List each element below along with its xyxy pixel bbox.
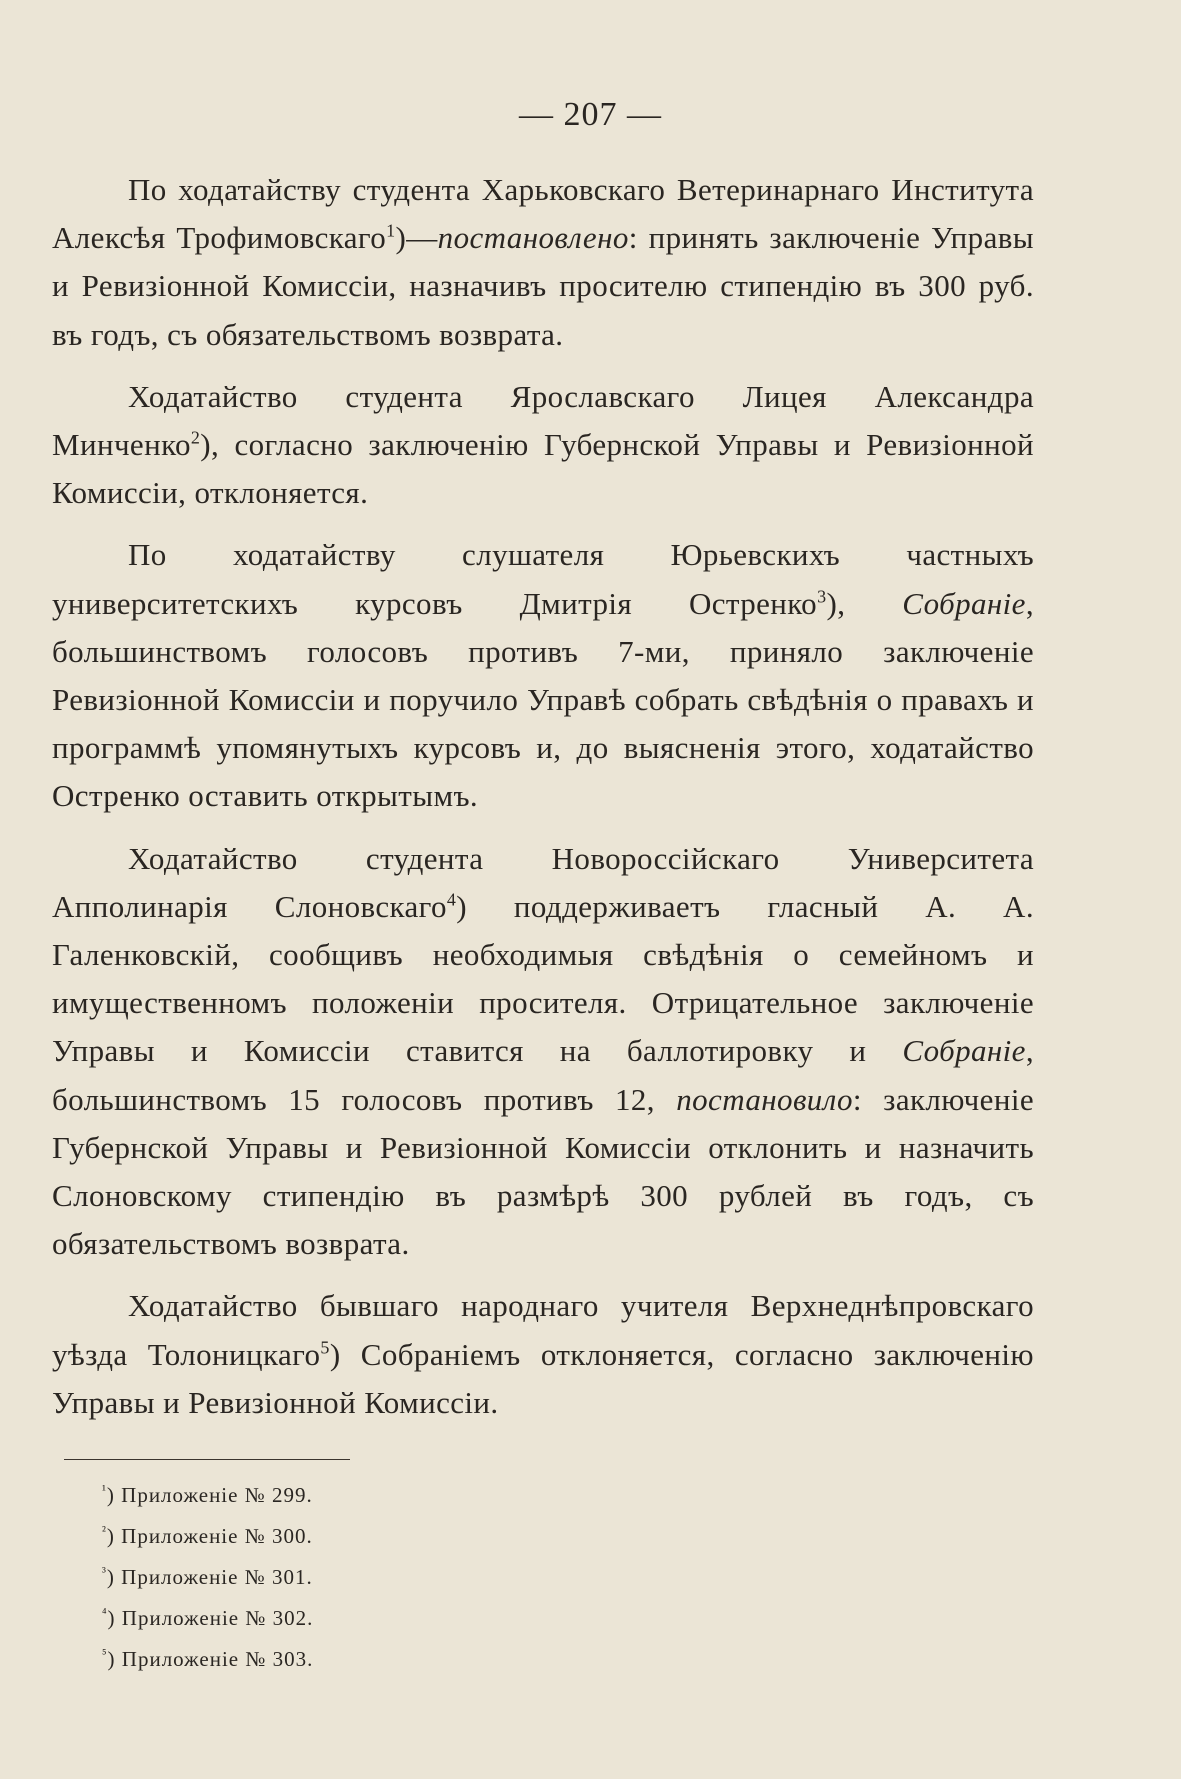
footnote-separator xyxy=(64,1459,350,1460)
paragraph-text: По ходатайству слушателя Юрьевскихъ частныхъ университетскихъ курсовъ Дмитрія Остренко xyxy=(52,537,1034,621)
paragraph-text: Ходатайство студента Ярославскаго Лицея Александра Минченко xyxy=(52,378,1034,463)
paragraph-2 xyxy=(52,373,1034,518)
paragraph-text: ) Собраніемъ отклоняется, согласно заключенію Управы и Ревизіонной Комиссіи. xyxy=(52,1336,1034,1420)
footnote-5 xyxy=(102,1636,502,1677)
paragraph-3 xyxy=(52,531,1034,820)
footnote-1 xyxy=(102,1472,502,1513)
emphasis-text: постановлено xyxy=(437,220,629,256)
footnote-text: ) Приложеніе № 301. xyxy=(106,1565,313,1589)
footnote-ref: 4 xyxy=(446,889,457,910)
footnote-ref: 3 xyxy=(817,586,827,607)
paragraph-text: По ходатайству студента Харьковскаго Ветеринарнаго Института Алексѣя Трофимовскаго xyxy=(52,172,1034,256)
footnote-text: ) Приложеніе № 299. xyxy=(106,1483,313,1507)
footnote-mark: ³ xyxy=(102,1564,107,1579)
emphasis-text: постановило xyxy=(676,1081,853,1117)
footnote-ref: 1 xyxy=(386,220,396,241)
emphasis-text: Собраніе xyxy=(902,1033,1026,1069)
footnote-mark: ⁵ xyxy=(102,1646,108,1661)
paragraph-text: Ходатайство студента Новороссійскаго Университета Апполинарія Слоновскаго xyxy=(52,840,1034,924)
paragraph-text: : принять заключеніе Управы и Ревизіонной Комиссіи, назначивъ просителю стипендію въ 300 руб. въ годъ, съ обязательствомъ возврата. xyxy=(52,220,1034,352)
footnote-text: ) Приложеніе № 303. xyxy=(107,1647,314,1671)
paragraph-text: , большинствомъ 15 голосовъ противъ 12, xyxy=(52,1033,1034,1117)
paragraph-5 xyxy=(52,1282,1034,1427)
footnote-2 xyxy=(102,1513,502,1554)
footnote-4 xyxy=(102,1595,502,1636)
footnote-ref: 2 xyxy=(190,427,201,448)
paragraph-4 xyxy=(52,835,1034,1269)
paragraph-text: Ходатайство бывшаго народнаго учителя Верхнеднѣпровскаго уѣзда Толоницкаго xyxy=(52,1288,1034,1372)
paragraph-text: , большинствомъ голосовъ противъ 7-ми, приняло заключеніе Ревизіонной Комиссіи и поручило Управѣ собрать свѣдѣнія о правахъ и программѣ упомянутыхъ курсовъ и, до выясненія этого, ходатайство Остренко оставить открытымъ. xyxy=(52,585,1034,814)
footnote-mark: ¹ xyxy=(102,1482,107,1497)
footnote-ref: 5 xyxy=(320,1337,330,1358)
paragraph-text: )— xyxy=(395,220,438,256)
page-number: — 207 — xyxy=(519,96,662,133)
footnote-mark: ⁴ xyxy=(102,1605,108,1620)
footnote-text: ) Приложеніе № 300. xyxy=(106,1524,313,1548)
footnotes xyxy=(102,1472,502,1677)
paragraph-text: ), xyxy=(826,585,903,621)
paragraph-1 xyxy=(52,166,1034,359)
emphasis-text: Собраніе xyxy=(902,585,1026,621)
footnote-text: ) Приложеніе № 302. xyxy=(107,1606,314,1630)
footnote-3 xyxy=(102,1554,502,1595)
footnote-mark: ² xyxy=(102,1523,107,1538)
paragraph-text: ), согласно заключенію Губернской Управы и Ревизіонной Комиссіи, отклоняется. xyxy=(52,427,1034,511)
paragraph-text: : заключеніе Губернской Управы и Ревизіонной Комиссіи отклонить и назначить Слоновскому стипендію въ размѣрѣ 300 рублей въ годъ, съ обязательствомъ возврата. xyxy=(52,1081,1034,1262)
paragraph-text: ) поддерживаетъ гласный А. А. Галенковскій, сообщивъ необходимыя свѣдѣнія о семейномъ и имущественномъ положеніи просителя. Отрицательное заключеніе Управы и Комиссіи ставится на баллотировку и xyxy=(52,888,1034,1069)
main-text xyxy=(52,166,1034,1427)
